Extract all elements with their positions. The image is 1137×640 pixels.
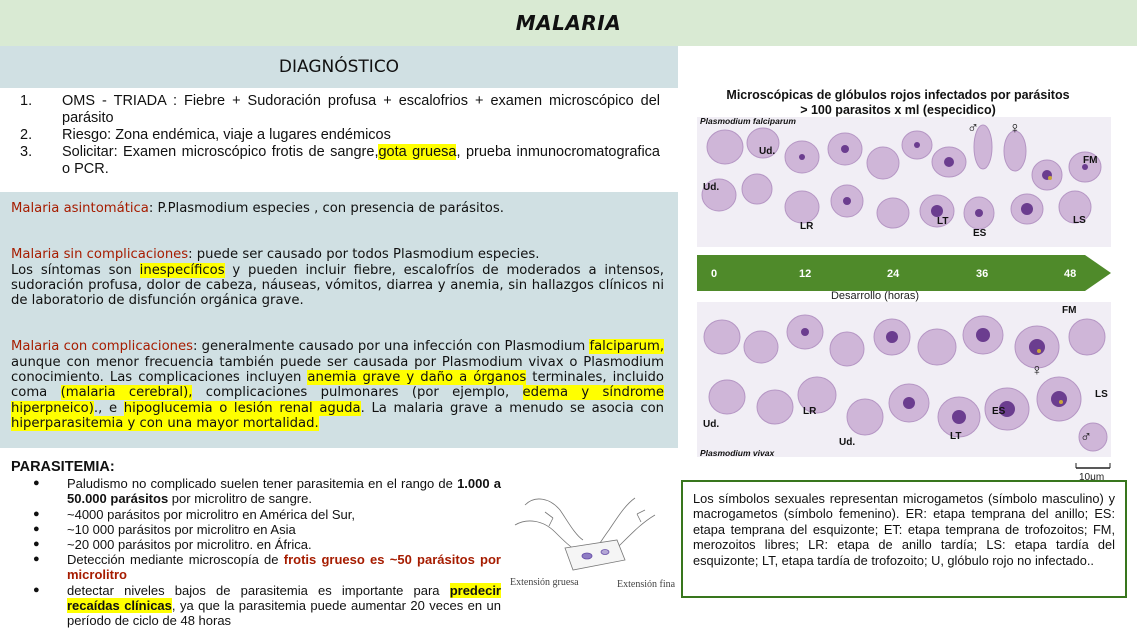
list-item: ● ~10 000 parásitos por microlitro en Asia	[33, 521, 296, 537]
hour-tick-label: 36	[976, 268, 989, 280]
svg-text:LR: LR	[800, 221, 814, 232]
hour-tick-label: 0	[711, 268, 718, 280]
list-item: ● Detección mediante microscopía de frotis grueso es ~50 parásitos por microlitro	[33, 552, 501, 583]
svg-text:Ud.: Ud.	[703, 419, 720, 430]
malaria-asintomatica: Malaria asintomática: P.Plasmodium especies , con presencia de parásitos.	[11, 201, 504, 216]
hour-tick-label: 48	[1064, 268, 1077, 280]
svg-text:Ud.: Ud.	[839, 437, 856, 448]
diagnostico-item: 3. Solicitar: Examen microscópico frotis de sangre,gota gruesa, prueba inmunocromatografica o PCR.	[20, 144, 660, 177]
page-title: MALARIA	[515, 11, 622, 35]
svg-text:LS: LS	[1073, 215, 1086, 226]
caption-extension-fina: Extensión fina	[617, 579, 676, 590]
parasitemia-heading: PARASITEMIA:	[11, 459, 115, 475]
micro-title: Microscópicas de glóbulos rojos infectados por parásitos > 100 parasitos x ml (especidico)	[726, 88, 1070, 117]
diagnostico-header	[0, 46, 678, 88]
microscopy-figure	[697, 117, 1113, 472]
svg-text:Desarrollo (horas): Desarrollo (horas)	[830, 290, 920, 302]
hour-tick-label: 12	[799, 268, 812, 280]
list-item: ● Paludismo no complicado suelen tener parasitemia en el rango de 1.000 a 50.000 parásitos por microlitro de sangre.	[33, 476, 502, 507]
svg-text:♀: ♀	[1009, 120, 1021, 137]
svg-text:Ud.: Ud.	[759, 146, 776, 157]
svg-text:Ud.: Ud.	[703, 182, 720, 193]
diagnostico-item: 1. OMS - TRIADA : Fiebre + Sudoración profusa + escalofrios + examen microscópico del parásito	[20, 93, 660, 126]
title-bar	[0, 0, 1137, 46]
svg-text:LR: LR	[803, 406, 817, 417]
list-item: ● ~4000 parásitos por microlitro en América del Sur,	[33, 506, 355, 522]
svg-text:Plasmodium vivax: Plasmodium vivax	[700, 448, 775, 458]
svg-text:♂: ♂	[967, 120, 979, 137]
svg-text:♂: ♂	[1080, 429, 1092, 446]
parasitemia-section	[11, 460, 501, 628]
blood-smear-sketch	[505, 490, 677, 590]
clinical-forms-box	[0, 192, 678, 448]
diagnostico-item: 2. Riesgo: Zona endémica, viaje a lugares endémicos	[20, 127, 391, 143]
scale-bar-label: 10μm	[1079, 472, 1105, 483]
caption-extension-gruesa: Extensión gruesa	[510, 577, 579, 588]
svg-text:LT: LT	[937, 216, 949, 227]
svg-text:ES: ES	[992, 406, 1006, 417]
malaria-sin-complicaciones: Malaria sin complicaciones: puede ser causado por todos Plasmodium especies. Los síntomas son inespecíficos y pueden incluir fiebre, escalofríos de moderados a intensos, sudoración profusa, dolor de cabeza, náuseas, vómitos, diarrea y anemia, sin hallazgos clínicos ni de laboratorio de disfunción orgánica grave.	[11, 247, 664, 309]
parasitemia-list	[11, 476, 501, 628]
svg-text:FM: FM	[1083, 155, 1098, 166]
svg-text:FM: FM	[1062, 305, 1077, 316]
diagnostico-heading: DIAGNÓSTICO	[278, 57, 400, 77]
svg-text:ES: ES	[973, 228, 987, 239]
svg-text:LS: LS	[1095, 389, 1108, 400]
list-item: ● detectar niveles bajos de parasitemia es importante para predecir recaídas clínicas, ya que la parasitemia puede aumentar 20 veces en un período de ciclo de 48 horas	[33, 582, 502, 629]
svg-text:Plasmodium falciparum: Plasmodium falciparum	[700, 117, 796, 126]
svg-text:♀: ♀	[1031, 362, 1043, 379]
malaria-con-complicaciones: Malaria con complicaciones: generalmente causado por una infección con Plasmodium falciparum, aunque con menor frecuencia también puede ser causada por Plasmodium vivax o Plasmodium conocimiento. Las complicaciones incluyen anemia grave y daño a órganos terminales, incluido coma (malaria cerebral), complicaciones pulmonares (por ejemplo, edema y síndrome hiperpneico)., e hipoglucemia o lesión renal aguda. La malaria grave a menudo se asocia con hiperparasitemia y con una mayor mortalidad.	[11, 339, 665, 431]
legend-box: Los símbolos sexuales representan microgametos (símbolo masculino) y macrogametos (símbolo femenino). ER: etapa temprana del anillo; ES: etapa temprana del esquizonte; ET: etapa temprana de trofozoitos; FM, merozoitos libres; LR: etapa de anillo tardía; LS: etapa tardía del esquizonte; LT, etapa tardía de trofozoito; U, glóbulo rojo no infectado..	[681, 480, 1127, 598]
list-item: ● ~20 000 parásitos por microlitro. en África.	[33, 537, 312, 553]
svg-text:LT: LT	[950, 431, 962, 442]
diagnostico-list	[20, 93, 660, 178]
highlight-gota-gruesa: gota gruesa	[378, 144, 457, 160]
hour-tick-label: 24	[887, 268, 900, 280]
